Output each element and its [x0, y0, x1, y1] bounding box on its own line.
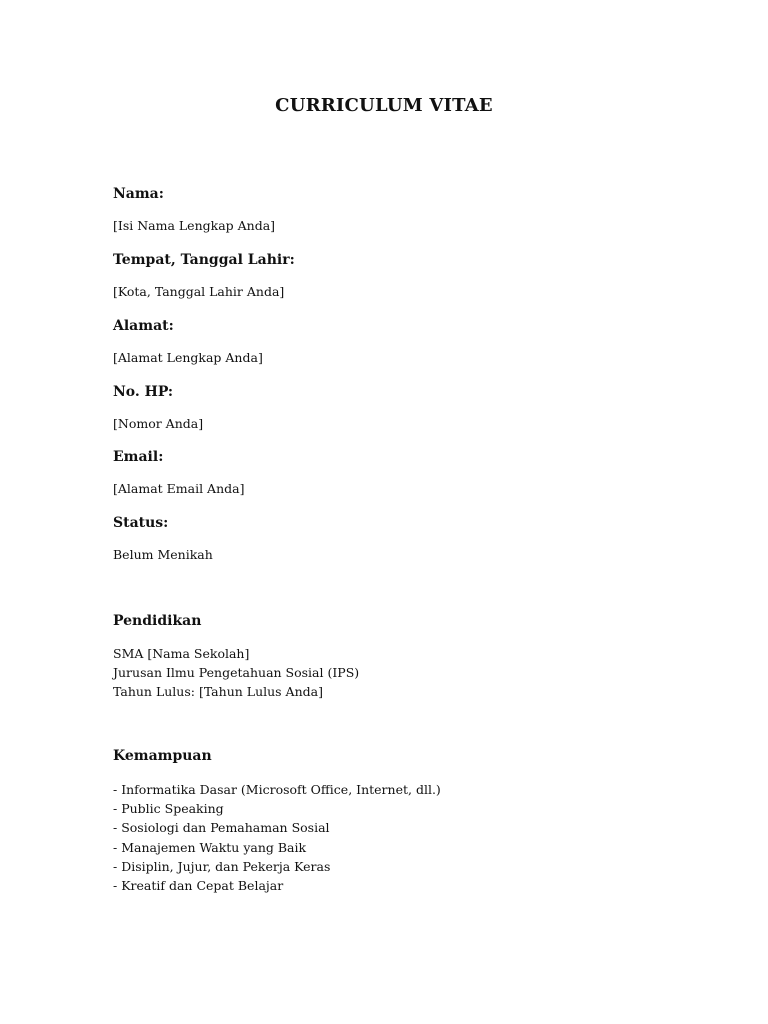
field-label: Nama: — [113, 186, 164, 202]
skill-item: - Informatika Dasar (Microsoft Office, Internet, dll.) — [113, 782, 441, 797]
field-value: Belum Menikah — [113, 547, 213, 562]
field-value: [Alamat Lengkap Anda] — [113, 350, 263, 365]
field-birth — [113, 250, 673, 301]
field-label: No. HP: — [113, 384, 174, 400]
skills-list — [113, 780, 673, 895]
education-heading: Pendidikan — [113, 613, 202, 629]
field-phone — [113, 382, 673, 433]
field-label: Email: — [113, 449, 164, 465]
skill-item: - Disiplin, Jujur, dan Pekerja Keras — [113, 858, 331, 874]
skill-item: - Sosiologi dan Pemahaman Sosial — [113, 820, 330, 836]
field-name — [113, 184, 673, 235]
field-address — [113, 316, 673, 367]
skills-heading: Kemampuan — [113, 748, 212, 764]
field-status — [113, 513, 673, 564]
skill-item: - Kreatif dan Cepat Belajar — [113, 878, 284, 894]
education-line: SMA [Nama Sekolah] — [113, 646, 250, 661]
education-details — [113, 644, 673, 702]
field-label: Alamat: — [113, 318, 174, 334]
page-title: CURRICULUM VITAE — [275, 95, 493, 116]
field-value: [Alamat Email Anda] — [113, 481, 245, 496]
field-value: [Kota, Tanggal Lahir Anda] — [113, 284, 285, 299]
field-label: Tempat, Tanggal Lahir: — [113, 252, 295, 268]
field-value: [Isi Nama Lengkap Anda] — [113, 218, 276, 233]
field-value: [Nomor Anda] — [113, 416, 204, 431]
skill-item: - Manajemen Waktu yang Baik — [113, 839, 307, 855]
skill-item: - Public Speaking — [113, 801, 224, 817]
education-line: Tahun Lulus: [Tahun Lulus Anda] — [113, 684, 323, 700]
field-email — [113, 447, 673, 498]
education-line: Jurusan Ilmu Pengetahuan Sosial (IPS) — [113, 665, 360, 681]
field-label: Status: — [113, 515, 169, 531]
